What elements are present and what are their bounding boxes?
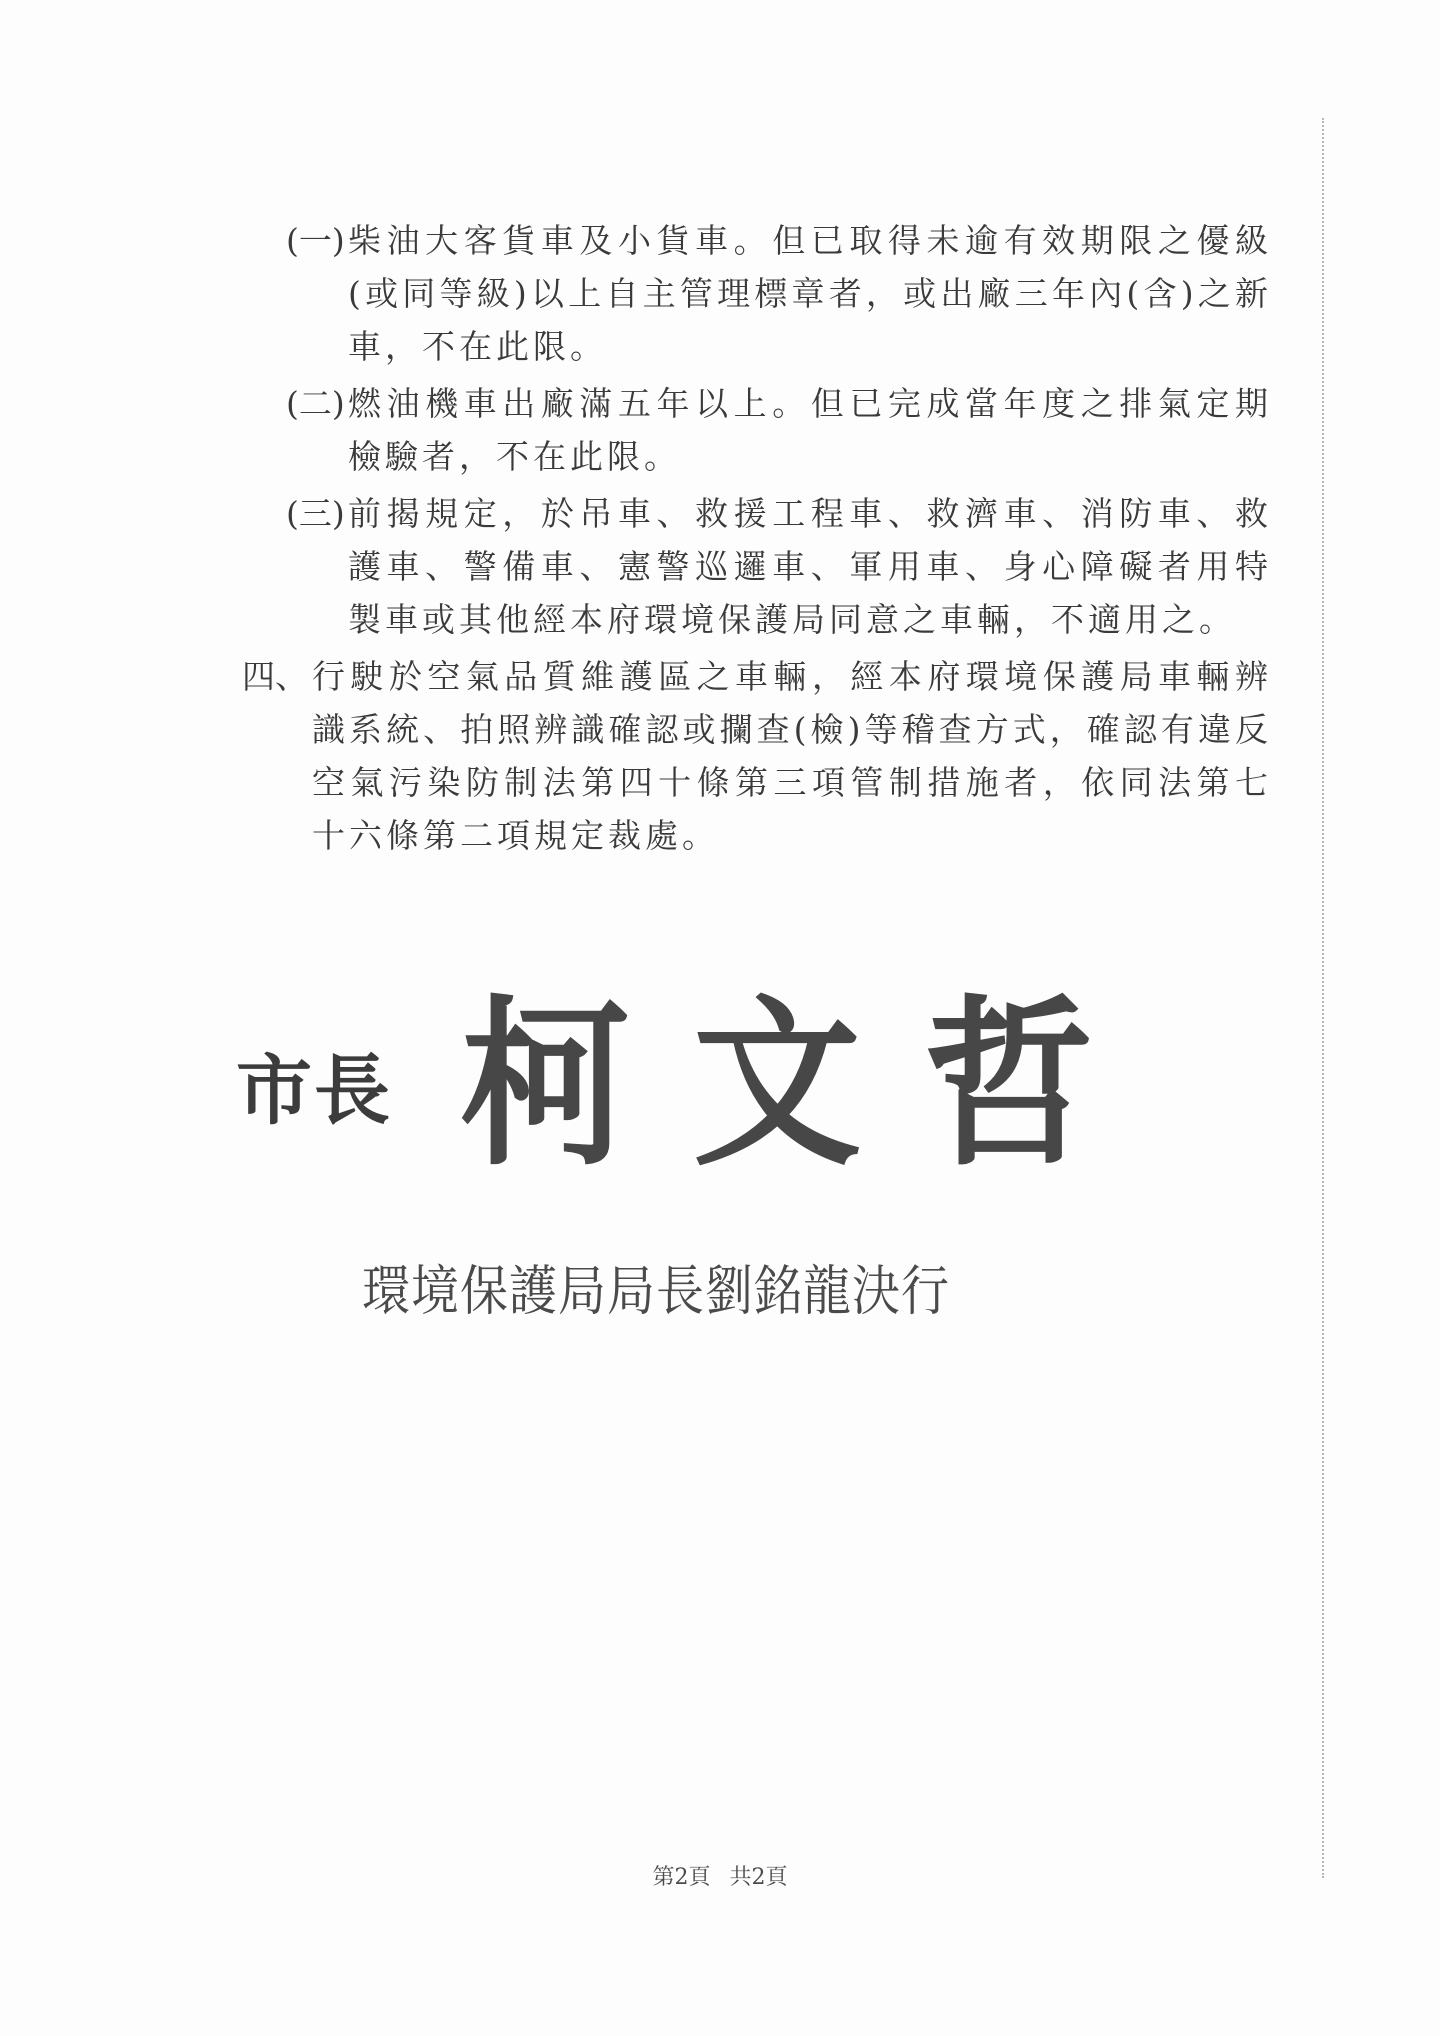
clause-marker: 四、 xyxy=(242,657,308,696)
clause-marker: (三) xyxy=(286,494,345,533)
clause-text: 柴油大客貨車及小貨車。但已取得未逾有效期限之優級(或同等級)以上自主管理標章者，或出廠三年內(含)之新車，不在此限。 xyxy=(348,221,1272,366)
clause-text: 行駛於空氣品質維護區之車輛，經本府環境保護局車輛辨識系統、拍照辨識確認或攔查(檢)等稽查方式，確認有違反空氣污染防制法第四十條第三項管制措施者，依同法第七十六條第二項規定裁處。 xyxy=(312,657,1272,855)
clause-marker: (二) xyxy=(286,384,345,423)
page-total: 共2頁 xyxy=(729,1865,788,1890)
page-footer xyxy=(0,1860,1440,1891)
delegation-line: 環境保護局局長劉銘龍決行 xyxy=(362,1260,951,1324)
clause-text: 前揭規定，於吊車、救援工程車、救濟車、消防車、救護車、警備車、憲警巡邏車、軍用車、身心障礙者用特製車或其他經本府環境保護局同意之車輛，不適用之。 xyxy=(348,494,1272,639)
clause-text: 燃油機車出廠滿五年以上。但已完成當年度之排氣定期檢驗者，不在此限。 xyxy=(348,384,1272,476)
mayor-signature xyxy=(236,940,1216,1191)
page-number: 第2頁 xyxy=(652,1865,711,1890)
clause-marker: (一) xyxy=(286,221,345,260)
scan-fold-line xyxy=(1322,118,1324,1878)
mayor-name: 柯文哲 xyxy=(461,976,1157,1191)
mayor-title: 市長 xyxy=(236,1046,392,1135)
